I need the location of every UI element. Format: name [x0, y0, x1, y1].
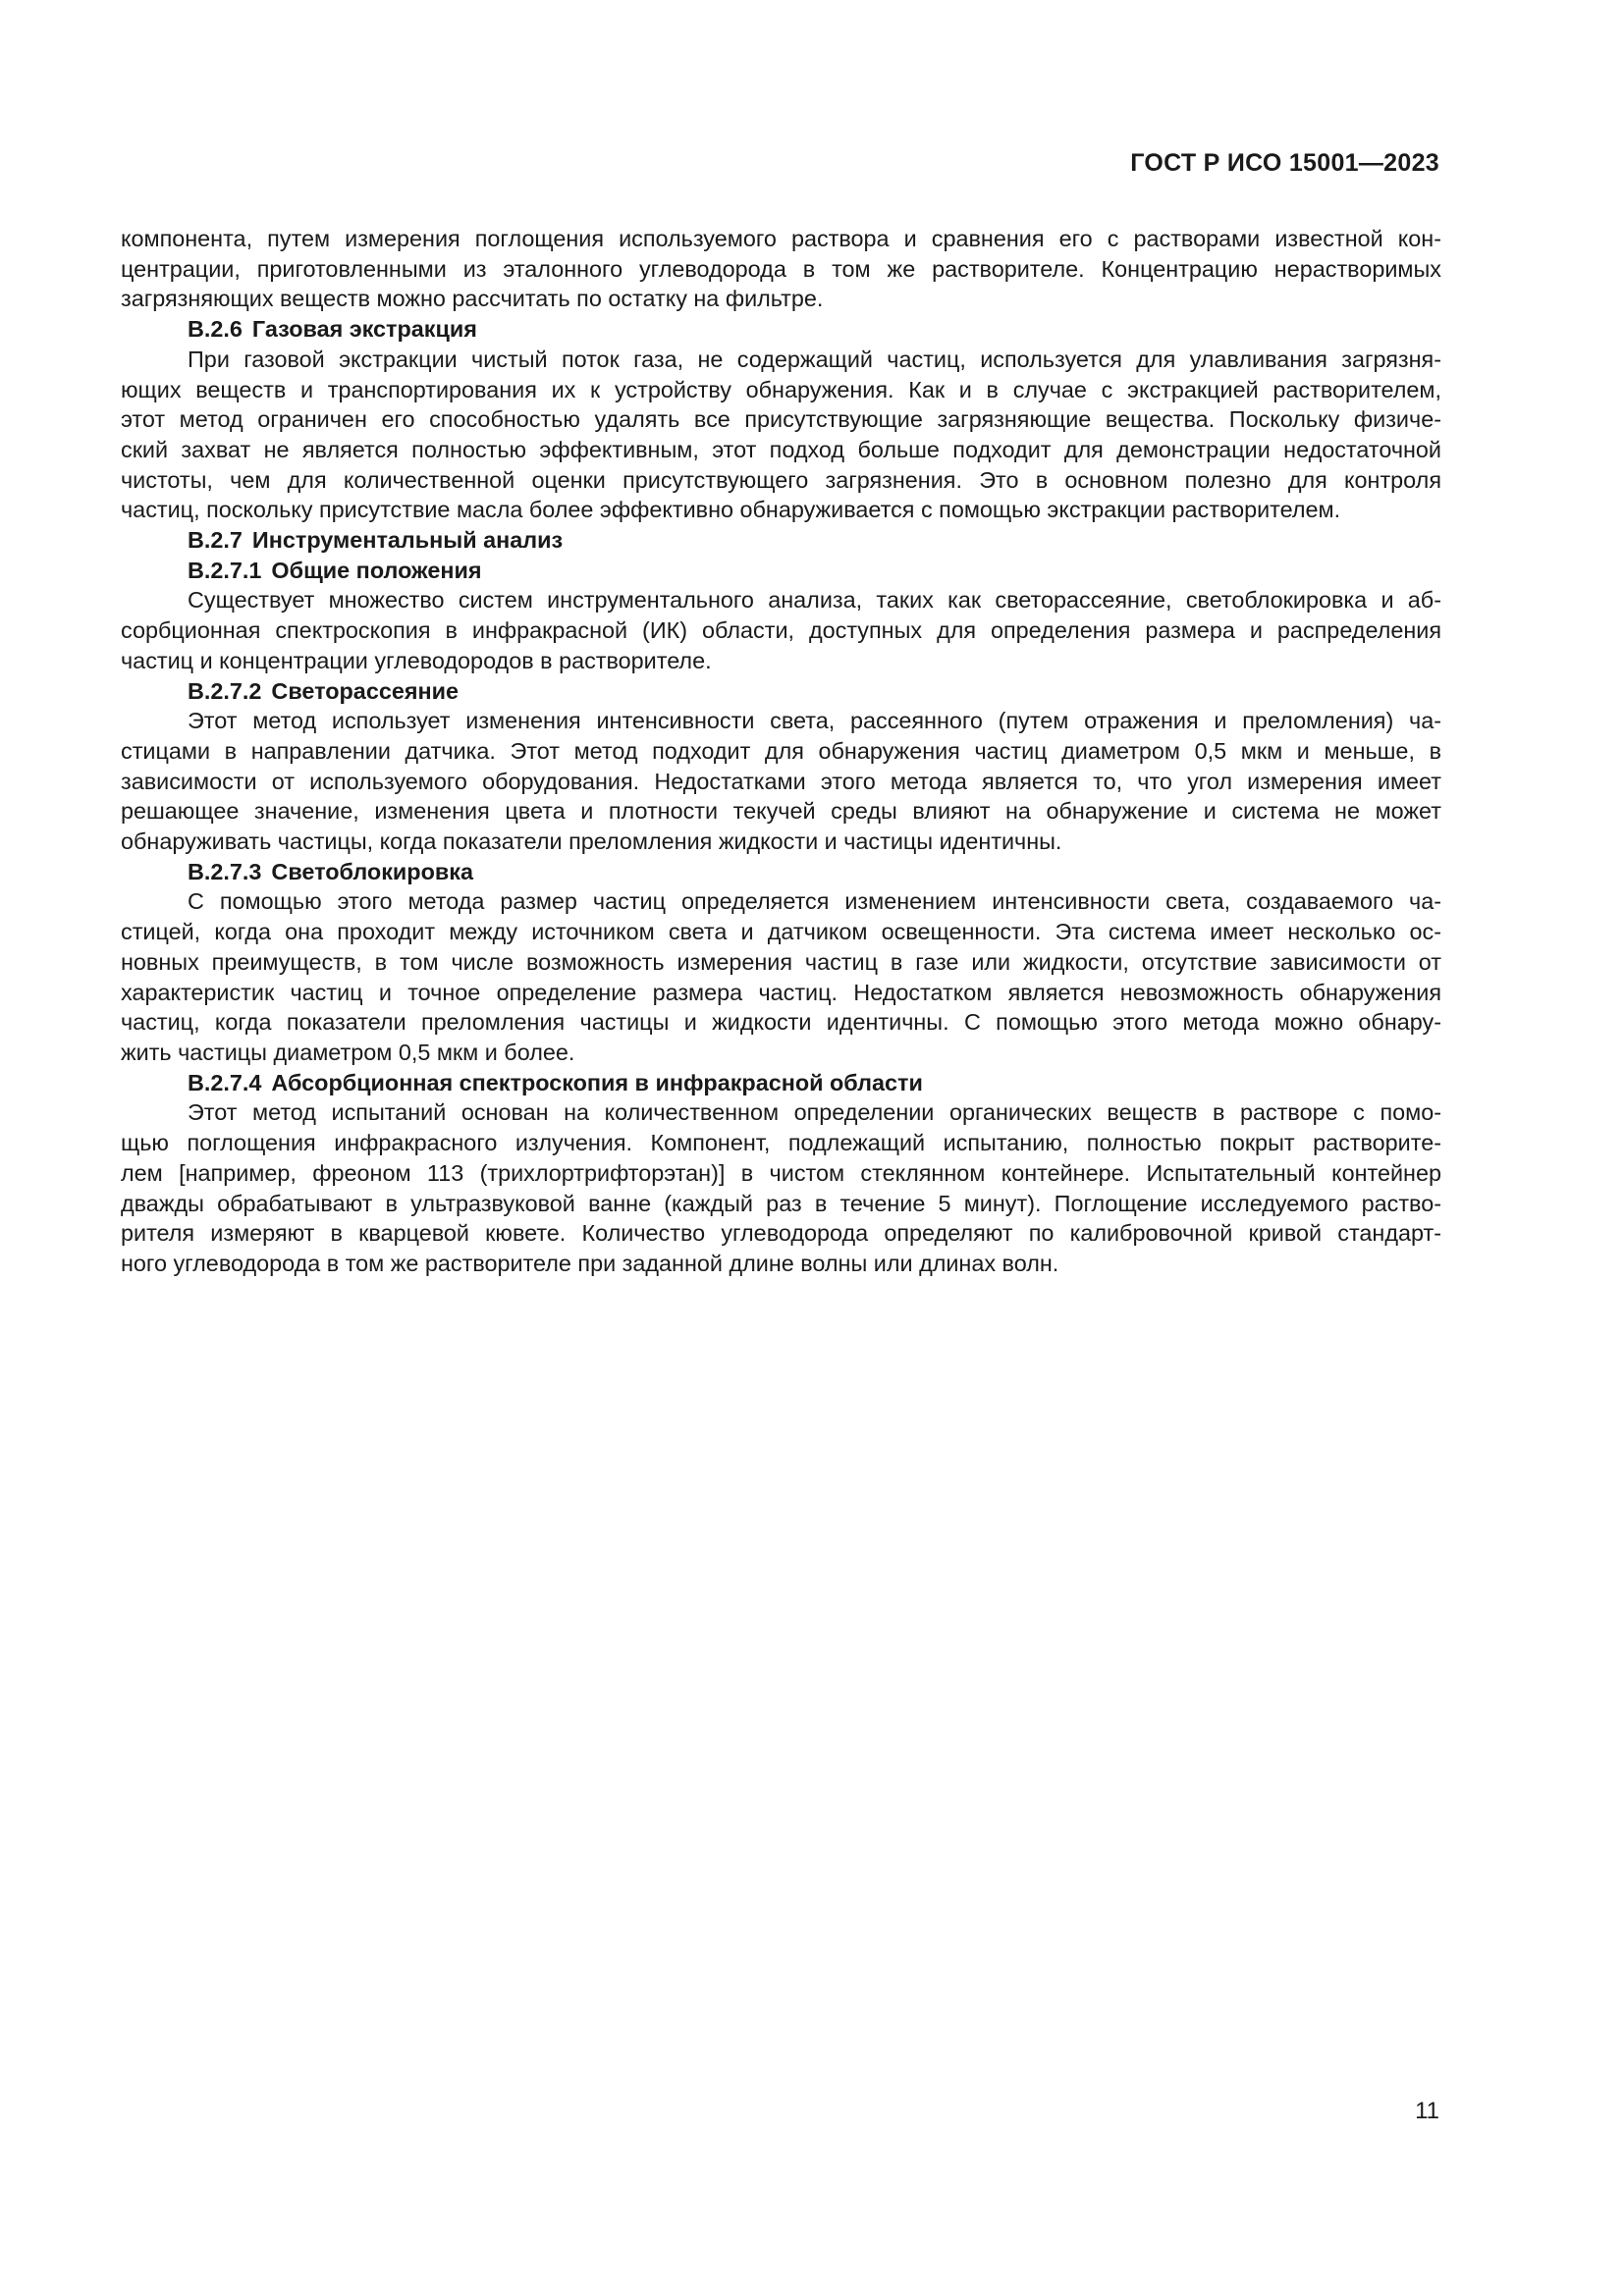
paragraph-line: новных преимуществ, в том числе возможность измерения частиц в газе или жидкости, отсутствие зависимости от — [121, 948, 1441, 975]
paragraph-line: стицей, когда она проходит между источником света и датчиком освещенности. Эта система имеет несколько ос- — [121, 919, 1441, 945]
paragraph-line: этот метод ограничен его способностью удалять все присутствующие загрязняющие вещества. Поскольку физиче- — [121, 406, 1441, 433]
document-body — [121, 224, 1441, 1279]
section-heading — [121, 556, 1441, 586]
paragraph-line: Существует множество систем инструментального анализа, таких как светорассеяние, светоблокировка и аб- — [188, 587, 1441, 614]
paragraph-line: ющих веществ и транспортирования их к устройству обнаружения. Как и в случае с экстракцией растворителем, — [121, 376, 1441, 402]
section-title: Газовая экстракция — [251, 316, 477, 343]
paragraph-line: лем [например, фреоном 113 (трихлортрифторэтан)] в чистом стеклянном контейнере. Испытательный контейнер — [121, 1159, 1441, 1186]
paragraph — [121, 706, 1441, 857]
paragraph — [121, 224, 1441, 314]
section-number: В.2.6 — [188, 316, 243, 343]
section-heading — [121, 676, 1441, 707]
paragraph-line: ский захват не является полностью эффективным, этот подход больше подходит для демонстрации недостаточной — [121, 436, 1441, 462]
paragraph-line: загрязняющих веществ можно рассчитать по остатку на фильтре. — [121, 286, 824, 312]
section-title: Инструментальный анализ — [251, 527, 564, 554]
paragraph-line: компонента, путем измерения поглощения используемого раствора и сравнения его с растворами известной кон- — [121, 226, 1441, 251]
paragraph-line: дважды обрабатывают в ультразвуковой ванне (каждый раз в течение 5 минут). Поглощение исследуемого раство- — [121, 1190, 1441, 1216]
document-header-standard: ГОСТ Р ИСО 15001—2023 — [1130, 149, 1439, 177]
paragraph-line: сорбционная спектроскопия в инфракрасной (ИК) области, доступных для определения размера и распределения — [121, 617, 1441, 644]
paragraph-line: стицами в направлении датчика. Этот метод подходит для обнаружения частиц диаметром 0,5 мкм и меньше, в — [121, 737, 1441, 764]
section-heading — [121, 314, 1441, 345]
paragraph-line: жить частицы диаметром 0,5 мкм и более. — [121, 1039, 575, 1065]
paragraph-line: чистоты, чем для количественной оценки присутствующего загрязнения. Это в основном полезно для контроля — [121, 466, 1441, 493]
section-title: Общие положения — [271, 557, 482, 583]
paragraph-line: обнаруживать частицы, когда показатели преломления жидкости и частицы идентичны. — [121, 828, 1062, 855]
paragraph-line: рителя измеряют в кварцевой кювете. Количество углеводорода определяют по калибровочной кривой стандарт- — [121, 1220, 1441, 1247]
section-number: В.2.7.4 — [188, 1069, 262, 1095]
paragraph-line: Этот метод использует изменения интенсивности света, рассеянного (путем отражения и преломления) ча- — [188, 708, 1441, 734]
section-number: В.2.7.3 — [188, 858, 262, 884]
paragraph-line: частиц, когда показатели преломления частицы и жидкости идентичны. С помощью этого метода можно обнару- — [121, 1009, 1441, 1036]
paragraph-line: щью поглощения инфракрасного излучения. Компонент, подлежащий испытанию, полностью покрыт растворите- — [121, 1130, 1441, 1156]
paragraph-line: центрации, приготовленными из эталонного углеводорода в том же растворителе. Концентрацию нерастворимых — [121, 255, 1441, 282]
paragraph-line: характеристик частиц и точное определение размера частиц. Недостатком является невозможность обнаружения — [121, 979, 1441, 1005]
section-heading — [121, 1068, 1441, 1098]
section-heading — [121, 857, 1441, 887]
paragraph — [121, 345, 1441, 525]
paragraph-line: С помощью этого метода размер частиц определяется изменением интенсивности света, создаваемого ча- — [188, 888, 1441, 915]
paragraph-line: частиц, поскольку присутствие масла более эффективно обнаруживается с помощью экстракции растворителем. — [121, 497, 1341, 523]
section-number: В.2.7 — [188, 527, 243, 554]
paragraph — [121, 585, 1441, 675]
paragraph-line: частиц и концентрации углеводородов в растворителе. — [121, 647, 712, 673]
paragraph-line: ного углеводорода в том же растворителе при заданной длине волны или длинах волн. — [121, 1250, 1059, 1276]
section-title: Светорассеяние — [271, 677, 460, 704]
section-title: Абсорбционная спектроскопия в инфракрасной области — [271, 1069, 923, 1095]
paragraph — [121, 886, 1441, 1067]
section-number: В.2.7.1 — [188, 557, 262, 583]
paragraph-line: При газовой экстракции чистый поток газа, не содержащий частиц, используется для улавливания загрязня- — [188, 346, 1441, 372]
paragraph-line: Этот метод испытаний основан на количественном определении органических веществ в растворе с помо- — [188, 1099, 1441, 1126]
section-title: Светоблокировка — [271, 858, 473, 884]
paragraph-line: решающее значение, изменения цвета и плотности текучей среды влияют на обнаружение и система не может — [121, 798, 1441, 825]
paragraph — [121, 1097, 1441, 1278]
page-number: 11 — [1415, 2098, 1439, 2124]
section-heading — [121, 525, 1441, 556]
section-number: В.2.7.2 — [188, 677, 262, 704]
paragraph-line: зависимости от используемого оборудования. Недостатками этого метода является то, что угол измерения имеет — [121, 768, 1441, 794]
